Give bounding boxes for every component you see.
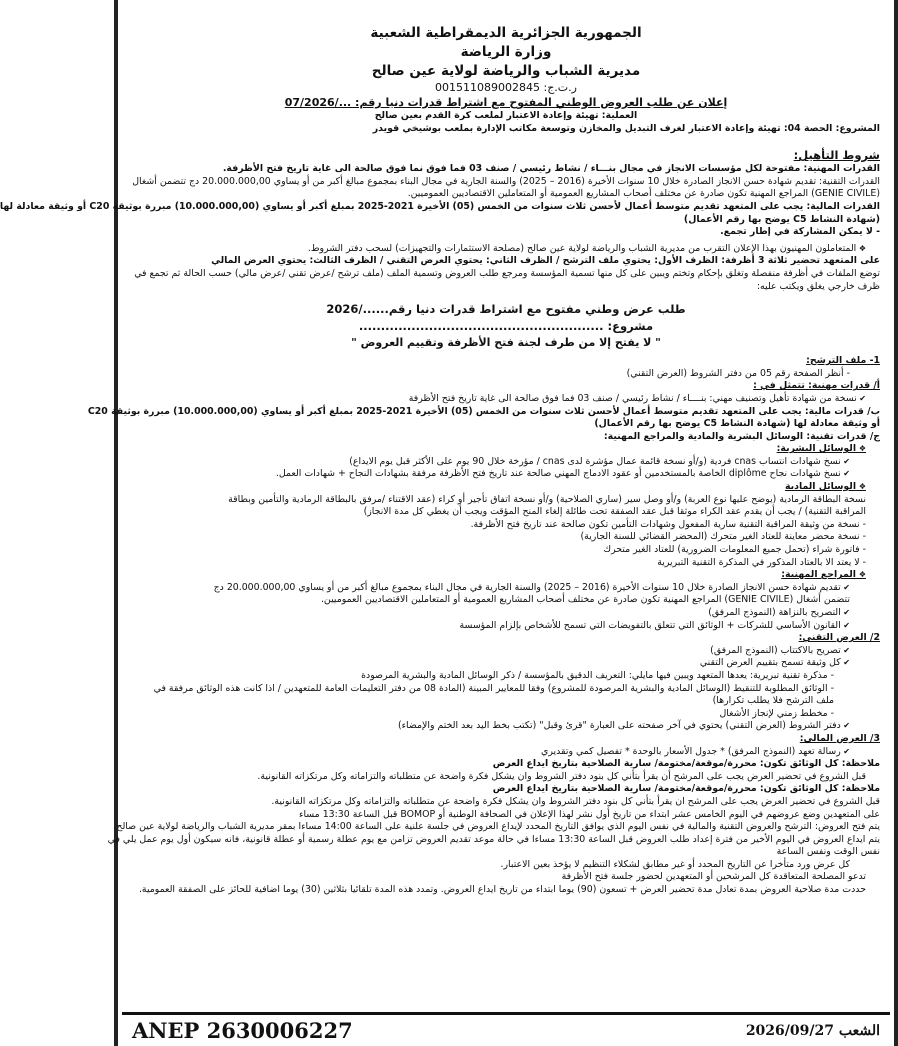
material-line: - لا يعتد الا بالعتاد المذكور في المذكرة التقنية التبريرية [657,556,866,568]
instruction-line: توضع الملفات في أظرفة منفصلة وتغلق بإحكام وتختم ويبين على كل منها تسمية المؤسسة ومرجع طلب العروض وتسمية الملف (ملف ترشح /عرض تقني /عرض مالي) حسب الحالة ثم تجمع في [134,267,880,279]
closing-line: تدعو المصلحة المتعاقدة كل المرشحين أو المتعهدين لحضور جلسة فتح الأظرفة [561,871,866,883]
operation-line: العملية: تهيئة وإعادة الاعتبار لملعب كرة القدم بعين صالح [374,110,638,121]
envelope-project: مشروع: ........................................................ [358,319,654,334]
technical-line: - مذكرة تقنية تبريرية: يعدها المتعهد ويبين فيها مايلي: التعريف الدقيق بالمؤسسة / ذكر الوسائل المادية والبشرية المرصودة [361,669,834,681]
closing-line: كل عرض ورد متأخرا عن التاريخ المحدد أو غير مطابق لشكلاء التنظيم لا يؤخذ بعين الاعتبار. [500,858,850,870]
professional-line: ب/ قدرات مالية: يجب على المتعهد تقديم متوسط أعمال لأحسن ثلاث سنوات من الخمس (05) الأخيرة 2021-2025 بمبلغ أكبر أو يساوي (10.000.000,00) مبررة بوثيقة C20 [87,405,880,417]
references-title: ❖ المراجع المهنية: [132,569,880,582]
material-line: المراقبة التقنية) / يجب أن يقدم عقد الكراء موثقا قبل عقد الصفقة تحت طائلة إلغاء المنح المؤقت ويجب أن يغطي كل مدة الانجاز) [363,506,866,518]
professional-line: أو وثيقة معادلة لها (شهادة النشاط C5 يوضح بها رقم الأعمال) [594,418,880,430]
closing-line: حددت مدة صلاحية العروض بمدة تعادل مدة تحضير العرض + تسعون (90) يوما ابتداء من تاريخ ايداع العروض. وتمدد هذه المدة تلقائيا بثلاثين (30) يوما اضافية للحائز على الصفقة العمومية. [138,884,866,896]
project-line: المشروع: الحصة 04: تهيئة وإعادة الاعتبار لغرف التبديل والمخازن وتوسعة مكاتب الإدارة بملعب بوشيخي قويدر [372,122,880,134]
condition-line: (GENIE CIVILE) المراجع المهنية تكون صادرة عن مختلف أصحاب المشاريع العمومية أو المتعاملين الاقتصاديين العموميين. [407,188,880,200]
references-line: تتضمن أشغال (GENIE CIVILE) المراجع المهنية تكون صادرة عن مختلف أصحاب المشاريع العمومية أو المتعاملين الاقتصاديين العموميين. [320,594,850,606]
technical-line: ملف الترشح فلا يطلب تكرارها) [712,695,834,707]
closing-line: نفس الوقت ونفس الساعة [776,846,880,858]
instruction-line: على المتعهد تحضير ثلاثة 3 أظرفة: الظرف الأول: يحتوي ملف الترشح / الظرف الثاني: يحتوي العرض التقني / الظرف الثالث: يحتوي العرض المالي [211,255,880,267]
technical-line: ✔ دفتر الشروط (العرض التقني) يحتوي في آخر صفحته على العبارة "قرئ وقبل" (تكتب بخط اليد بعد الختم والإمضاء) [132,720,880,733]
technical-title: 2/ العرض التقني: [798,632,880,644]
envelope-title: طلب عرض وطني مفتوح مع اشتراط قدرات دنيا رقم....../2026 [326,302,686,317]
material-line: - فاتورة شراء (تحمل جميع المعلومات الضرورية) للعتاد الغير متحرك [603,544,866,556]
condition-line: (شهادة النشاط C5 يوضح بها رقم الأعمال) [683,213,880,225]
financial-line: ملاحظة: كل الوثائق تكون: محررة/موقعة/مختومة/ سارية الصلاحية بتاريخ ايداع العرض [492,783,880,795]
anep-reference: ANEP 2630006227 [132,1018,353,1043]
candidature-title: 1- ملف الترشح: [806,355,880,367]
candidature-line: - أنظر الصفحة رقم 05 من دفتر الشروط (العرض التقني) [132,368,880,381]
tax-id: ر.ت.ج: 001511089002845 [435,81,577,94]
closing-line: يتم فتح العروض: الترشح والعروض التقنية والمالية في نفس اليوم الذي يوافق التاريخ المحدد لإيداع العروض في جلسة علنية على الساعة 14:00 مساءا بمقر مديرية الشباب والرياضة لولاية عين صالح. [113,821,880,833]
technical-line: ✔ كل وثيقة تسمح بتقييم العرض التقني [132,657,880,670]
condition-line: القدرات التقنية: تقديم شهادة حسن الانجاز الصادرة خلال 10 سنوات الأخيرة (2016 – 2025) والسنة الجارية في مجال البناء بمجموع مبالغ أكبر من أو يساوي 20.000.000,00 دج تتضمن أشغال [132,175,880,187]
human-line: ✔ نسخ شهادات انتساب cnas فردية (و/أو نسخة قائمة عمال مؤشرة لدى cnas / مؤرخة خلال 90 يوم على الأكثر قبل يوم الايداع) [132,456,880,469]
document-header [132,24,880,95]
material-line: نسخة البطاقة الرمادية (يوضح عليها نوع العربة) و/أو وصل سير (ساري الصلاحية) و/أو نسخة اتفاق تأجير أو كراء (عقد الاقتناء /مرفق بالبطاقة الرمادية والتأمين وبطاقة [228,493,866,505]
conditions-list [0,163,880,239]
references-line: ✔ تقديم شهادة حسن الانجاز الصادرة خلال 10 سنوات الأخيرة (2016 – 2025) والسنة الجارية في مجال البناء بمجموع مبالغ أكبر من أو يساوي 20.000.000,00 دج [132,582,880,595]
professional-title: أ/ قدرات مهنية: تتمثل في : [753,380,880,392]
technical-line: - مخطط زمني لإنجاز الأشغال [719,707,834,719]
closing-line: على المتعهدين وضع عروضهم في اليوم الخامس عشر ابتداء من تاريخ أول نشر لهذا الإعلان في الصحافة الوطنية أو BOMOP قبل الساعة 13:30 مساء [299,808,880,820]
financial-line: ملاحظة: كل الوثائق تكون: محررة/موقعة/مختومة/ سارية الصلاحية بتاريخ ايداع العرض [492,758,880,770]
condition-line: القدرات المالية: يجب على المتعهد تقديم متوسط أعمال لأحسن ثلاث سنوات من الخمس (05) الأخيرة 2021-2025 بمبلغ أكبر أو يساوي (10.000.000,00) مبررة بوثيقة C20 أو وثيقة معادلة لها [0,200,880,212]
instruction-line: ظرف خارجي يغلق ويكتب عليه: [756,280,880,292]
directorate-name: مديرية الشباب والرياضة لولاية عين صالح [371,63,641,79]
closing-line: قبل الشروع في تحضير العرض يجب على المرشح ان يقرأ بتأني كل بنود دفتر الشروط وان يشكل فكرة واضحة عن متطلباته والتزاماته وكل مرتكزاته القانونية. [271,795,880,807]
financial-line: ✔ رسالة تعهد (النموذج المرفق) * جدول الأسعار بالوحدة * تفصيل كمي وتقديري [132,746,880,759]
envelope-block [132,301,880,351]
announcement-title: إعلان عن طلب العروض الوطني المفتوح مع اشتراط قدرات دنيا رقم: .../07/2026 [284,96,728,109]
professional-line: ✔ نسخة من شهادة تأهيل وتصنيف مهني: بنــــاء / نشاط رئيسي / صنف 03 فما فوق صالحة الى غاية تاريخ فتح الأظرفة [132,393,880,406]
material-title: ❖ الوسائل المادية [132,481,880,494]
material-line: - نسخة من وثيقة المراقبة التقنية سارية المفعول وشهادات التأمين تكون صالحة عند تاريخ فتح الأظرفة. [470,518,866,530]
material-line: - نسخة محضر معاينة للعتاد الغير متحرك (المحضر القضائي للسنة الجارية) [580,531,866,543]
closing-list [107,795,880,897]
instructions-list [132,243,880,293]
financial-title: 3/ العرض المالي: [799,732,880,744]
financial-line: قبل الشروع في تحضير العرض يجب على المرشح أن يقرأ بتأني كل بنود دفتر الشروط وان يشكل فكرة واضحة عن متطلباته والتزاماته وكل مرتكزاته القانونية. [257,770,866,782]
human-line: ✔ نسخ شهادات نجاح diplôme الخاصة بالمستخدمين أو عقود الادماج المهني صالحة عند تاريخ فتح الأظرفة مرفقة بشهادات النجاح + شهادات العمل. [132,468,880,481]
document-footer [122,1012,890,1046]
condition-line: - لا يمكن المشاركة في إطار تجمع. [720,226,880,238]
envelope-notice: " لا يفتح إلا من طرف لجنة فتح الأظرفة وتقييم العروض " [351,336,661,350]
republic-name: الجمهورية الجزائرية الديمقراطية الشعبية [370,25,642,41]
references-line: ✔ القانون الأساسي للشركات + الوثائق التي تتعلق بالتفويضات التي تسمح للأشخاص بإلزام المؤسسة [132,620,880,633]
closing-line: يتم ايداع العروض في اليوم الأخير من فترة إعداد طلب العروض قبل الساعة 13:30 مساءا في حالة موعد تقديم العروض تزامن مع يوم عطلة رسمية أو عطلة قانونية، فانه سيكون أول يوم عمل يلي في [107,833,880,845]
references-line: ✔ التصريح بالنزاهة (النموذج المرفق) [132,607,880,620]
publication-info: الشعب 2026/09/27 [745,1022,880,1039]
human-title: ❖ الوسائل البشرية: [132,443,880,456]
conditions-title: شروط التأهيل: [793,148,880,163]
instruction-line: ❖ المتعاملون المهنيون بهذا الإعلان التقرب من مديرية الشباب والرياضة لولاية عين صالح (مصلحة الاستثمارات والتجهيزات) لسحب دفتر الشروط. [132,243,880,256]
technical-line: ✔ تصريح بالاكتتاب (النموذج المرفق) [132,645,880,658]
professional-line: ج/ قدرات تقنية: الوسائل البشرية والمادية والمراجع المهنية: [603,430,880,442]
technical-line: - الوثائق المطلوبة للتنقيط (الوسائل المادية والبشرية المرصودة للمشروع) وفقا للمعايير المبينة (المادة 08 من دفتر التعليمات العامة للمتعهدين / اذا كانت هذه الوثائق مرفقة في [153,682,834,694]
condition-line: القدرات المهنية: مفتوحة لكل مؤسسات الانجاز في مجال بنـــاء / نشاط رئيسي / صنف 03 فما فوق نما فوق صالحة الى غاية تاريخ فتح الأظرفة. [222,163,880,175]
ministry-name: وزارة الرياضة [460,44,552,60]
